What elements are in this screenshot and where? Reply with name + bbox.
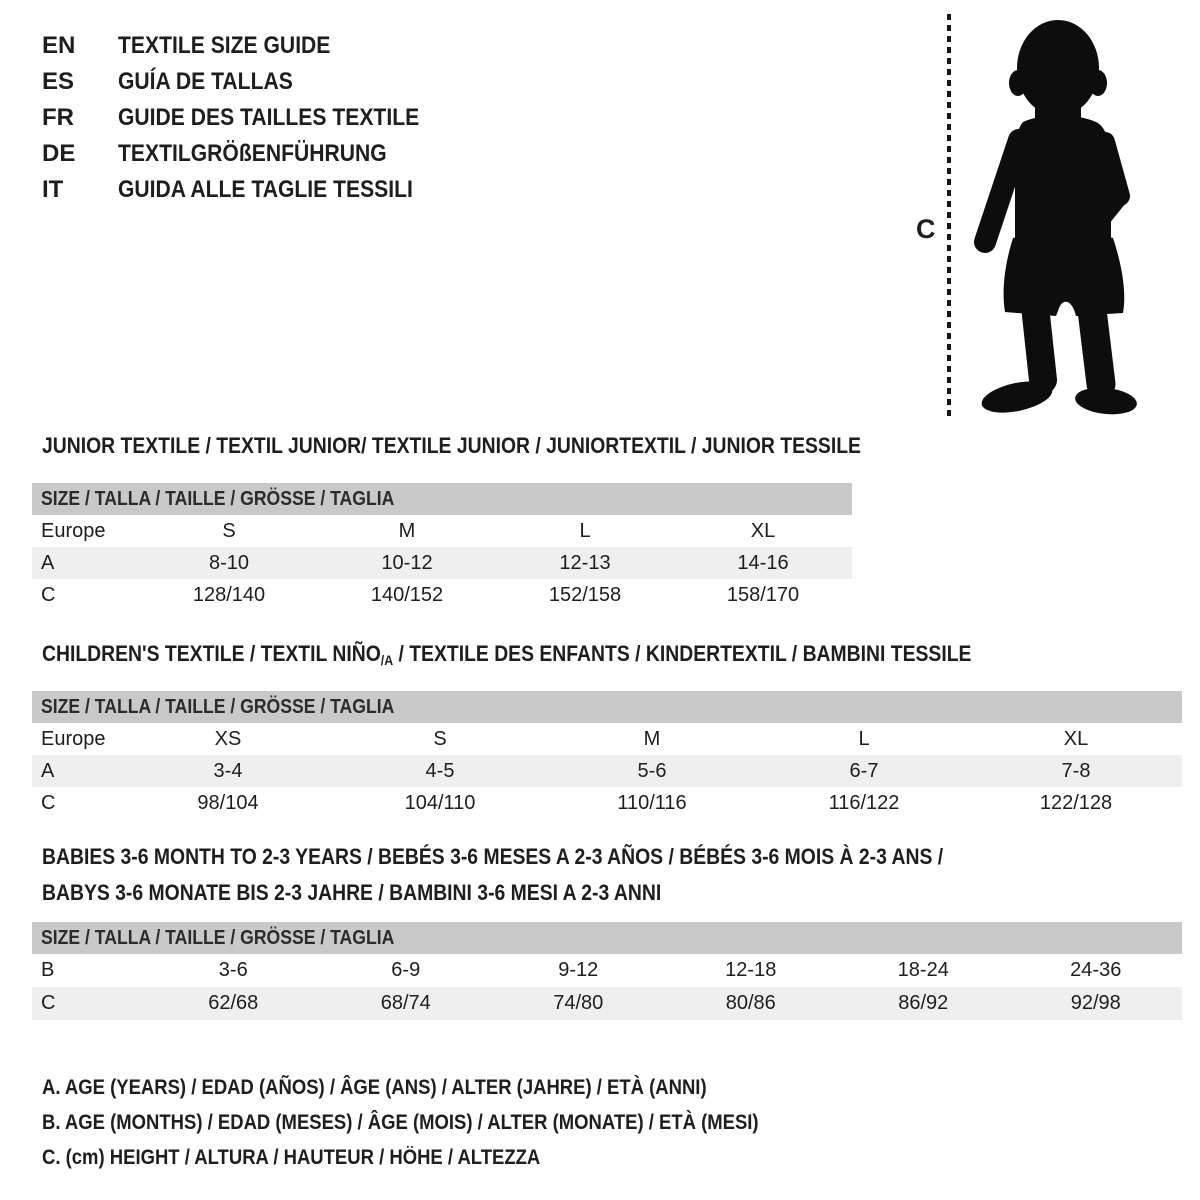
cell-value: 104/110 bbox=[404, 792, 476, 814]
row-label: B bbox=[41, 959, 55, 981]
column-header: XS bbox=[214, 728, 242, 750]
cell-value: 12-13 bbox=[559, 552, 611, 574]
junior-size-table bbox=[32, 483, 852, 611]
cell-value: 7-8 bbox=[1061, 760, 1091, 782]
cell-value: 140/152 bbox=[370, 584, 444, 606]
language-row bbox=[42, 136, 460, 172]
row-label: C bbox=[41, 792, 56, 814]
cell-value: 4-5 bbox=[425, 760, 455, 782]
cell-value: 6-7 bbox=[849, 760, 879, 782]
cell-value: 3-4 bbox=[213, 760, 243, 782]
cell-value: 68/74 bbox=[380, 992, 431, 1014]
cell-value: 116/122 bbox=[828, 792, 900, 814]
measurement-legend bbox=[42, 1070, 856, 1175]
cell-value: 12-18 bbox=[725, 959, 777, 981]
cell-value: 152/158 bbox=[548, 584, 622, 606]
children-section-title: CHILDREN'S TEXTILE / TEXTIL NIÑO/A / TEXTILE DES ENFANTS / KINDERTEXTIL / BAMBINI TESSILE bbox=[42, 641, 972, 668]
babies-section-title-line1: BABIES 3-6 MONTH TO 2-3 YEARS / BEBÉS 3-6 MESES A 2-3 AÑOS / BÉBÉS 3-6 MOIS À 2-3 ANS / bbox=[42, 844, 944, 869]
cell-value: 62/68 bbox=[208, 992, 259, 1014]
language-code: DE bbox=[42, 140, 76, 167]
cell-value: 9-12 bbox=[558, 959, 599, 981]
toddler-silhouette-icon bbox=[963, 10, 1143, 417]
table-row-region bbox=[32, 515, 852, 547]
language-title-list bbox=[42, 28, 460, 208]
cell-value: 158/170 bbox=[726, 584, 800, 606]
column-header: L bbox=[579, 520, 591, 542]
row-label: A bbox=[41, 552, 55, 574]
language-title: GUIDA ALLE TAGLIE TESSILI bbox=[118, 176, 413, 203]
legend-line-height: C. (cm) HEIGHT / ALTURA / HAUTEUR / HÖHE / ALTEZZA bbox=[42, 1146, 541, 1169]
cell-value: 18-24 bbox=[897, 959, 949, 981]
language-row bbox=[42, 172, 460, 208]
cell-value: 24-36 bbox=[1070, 959, 1122, 981]
children-size-table bbox=[32, 691, 1182, 819]
language-code: IT bbox=[42, 176, 64, 203]
language-row bbox=[42, 28, 460, 64]
cell-value: 122/128 bbox=[1039, 792, 1113, 814]
table-row-age bbox=[32, 755, 1182, 787]
language-row bbox=[42, 100, 460, 136]
legend-line-age-months: B. AGE (MONTHS) / EDAD (MESES) / ÂGE (MOIS) / ALTER (MONATE) / ETÀ (MESI) bbox=[42, 1111, 759, 1134]
cell-value: 86/92 bbox=[898, 992, 949, 1014]
title-subscript: /A bbox=[380, 652, 394, 668]
row-label: A bbox=[41, 760, 55, 782]
cell-value: 74/80 bbox=[553, 992, 604, 1014]
column-header: M bbox=[643, 728, 661, 750]
cell-value: 14-16 bbox=[737, 552, 789, 574]
language-code: FR bbox=[42, 104, 74, 131]
babies-section-title-line2: BABYS 3-6 MONATE BIS 2-3 JAHRE / BAMBINI 3-6 MESI A 2-3 ANNI bbox=[42, 880, 662, 905]
cell-value: 92/98 bbox=[1070, 992, 1121, 1014]
table-row-height bbox=[32, 987, 1182, 1020]
legend-line-age-years: A. AGE (YEARS) / EDAD (AÑOS) / ÂGE (ANS) / ALTER (JAHRE) / ETÀ (ANNI) bbox=[42, 1076, 707, 1099]
cell-value: 8-10 bbox=[208, 552, 250, 574]
cell-value: 3-6 bbox=[218, 959, 248, 981]
language-title: TEXTILGRÖßENFÜHRUNG bbox=[118, 140, 387, 167]
table-row-age bbox=[32, 547, 852, 579]
column-header: L bbox=[858, 728, 870, 750]
cell-value: 110/116 bbox=[617, 792, 687, 814]
language-code: EN bbox=[42, 32, 76, 59]
cell-value: 80/86 bbox=[725, 992, 776, 1014]
row-label: Europe bbox=[41, 520, 106, 542]
cell-value: 10-12 bbox=[381, 552, 433, 574]
language-row bbox=[42, 64, 460, 100]
language-title: TEXTILE SIZE GUIDE bbox=[118, 32, 331, 59]
language-title: GUÍA DE TALLAS bbox=[118, 68, 293, 95]
language-code: ES bbox=[42, 68, 75, 95]
table-row-height bbox=[32, 787, 1182, 819]
column-header: M bbox=[398, 520, 416, 542]
table-row-region bbox=[32, 723, 1182, 755]
size-header-bar: SIZE / TALLA / TAILLE / GRÖSSE / TAGLIA bbox=[32, 691, 1182, 723]
babies-size-table bbox=[32, 922, 1182, 1020]
cell-value: 6-9 bbox=[391, 959, 421, 981]
column-header: XL bbox=[1063, 728, 1089, 750]
cell-value: 98/104 bbox=[197, 792, 259, 814]
column-header: S bbox=[222, 520, 236, 542]
size-header-bar: SIZE / TALLA / TAILLE / GRÖSSE / TAGLIA bbox=[32, 483, 852, 515]
height-measure-label: C bbox=[916, 214, 936, 244]
table-row-age-months bbox=[32, 954, 1182, 987]
cell-value: 5-6 bbox=[637, 760, 667, 782]
height-measure-dashed-line bbox=[947, 14, 951, 416]
row-label: C bbox=[41, 584, 56, 606]
cell-value: 128/140 bbox=[192, 584, 266, 606]
column-header: S bbox=[433, 728, 447, 750]
row-label: C bbox=[41, 992, 56, 1014]
table-row-height bbox=[32, 579, 852, 611]
size-header-bar: SIZE / TALLA / TAILLE / GRÖSSE / TAGLIA bbox=[32, 922, 1182, 954]
column-header: XL bbox=[750, 520, 776, 542]
row-label: Europe bbox=[41, 728, 106, 750]
language-title: GUIDE DES TAILLES TEXTILE bbox=[118, 104, 420, 131]
junior-section-title: JUNIOR TEXTILE / TEXTIL JUNIOR/ TEXTILE JUNIOR / JUNIORTEXTIL / JUNIOR TESSILE bbox=[42, 433, 861, 458]
